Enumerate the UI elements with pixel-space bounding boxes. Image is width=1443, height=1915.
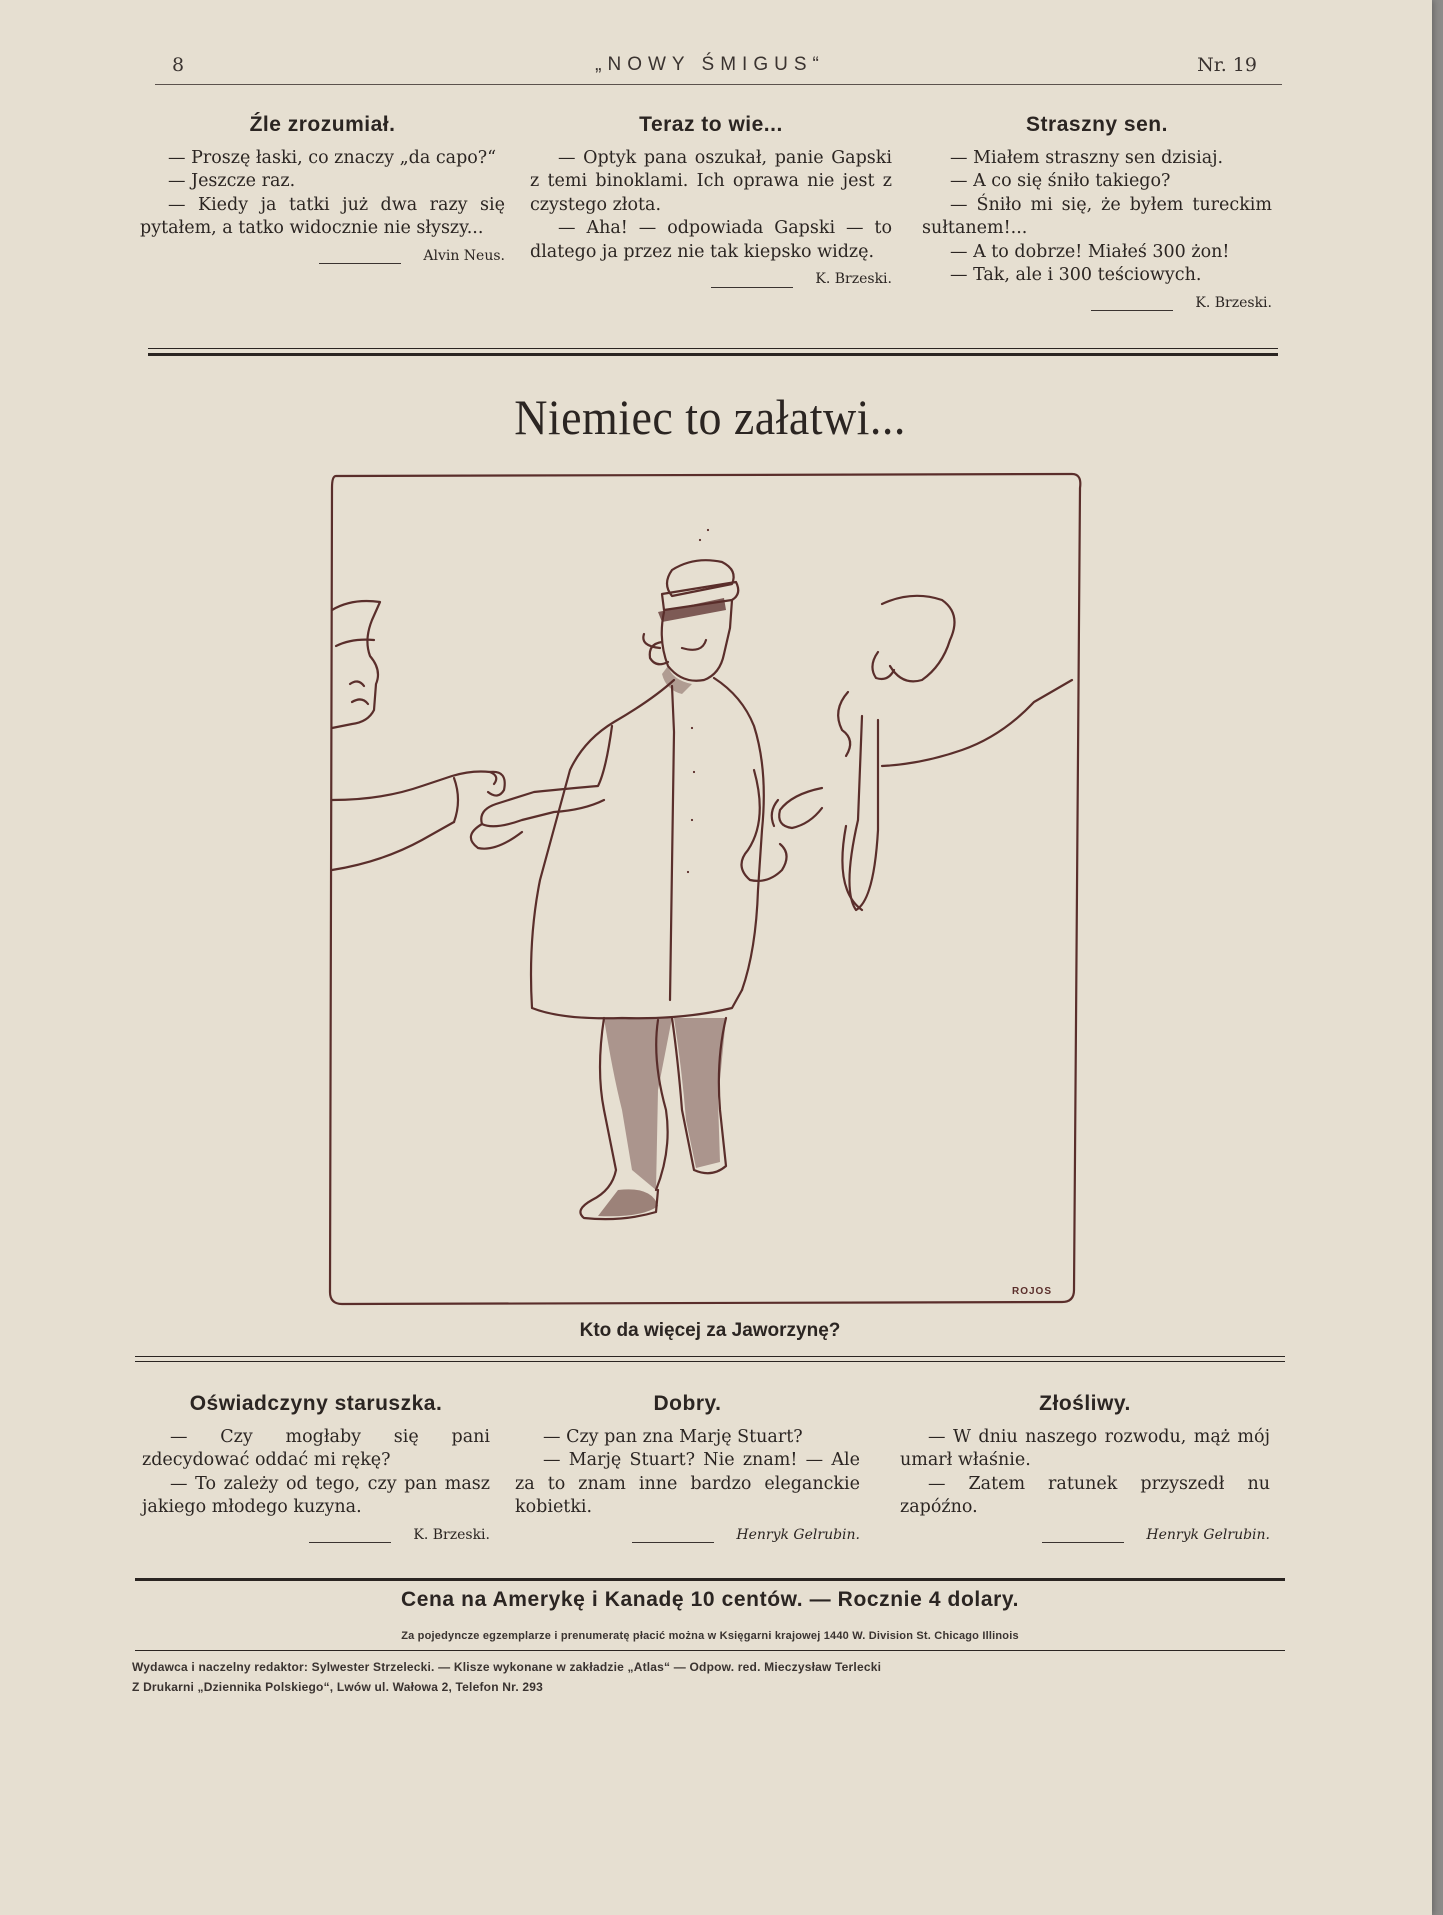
- footer-rule: [135, 1578, 1285, 1581]
- joke-dobry: [515, 1392, 860, 1547]
- joke-title: Źle zrozumiał.: [249, 113, 396, 136]
- joke-line: — Czy pan zna Marję Stuart?: [543, 1426, 803, 1447]
- section-rule: [135, 1356, 1285, 1357]
- joke-line: — Jeszcze raz.: [168, 171, 296, 191]
- printer-line: Z Drukarni „Dziennika Polskiego“, Lwów ul. Wałowa 2, Telefon Nr. 293: [132, 1680, 544, 1694]
- page-number: 8: [172, 54, 185, 76]
- joke-line: — Aha! — odpowiada Gapski — to dlatego ja przez nie tak kiepsko widzę.: [530, 218, 892, 262]
- joke-author: K. Brzeski.: [815, 271, 892, 287]
- joke-author: Alvin Neus.: [423, 247, 505, 264]
- subscription-line: Za pojedyncze egzemplarze i prenumeratę płacić można w Księgarni krajowej 1440 W. Division St. Chicago Illinois: [401, 1630, 1019, 1642]
- cartoon-illustration: [322, 470, 1087, 1310]
- joke-line: — Tak, ale i 300 teściowych.: [950, 265, 1202, 285]
- joke-author: Henryk Gelrubin.: [1146, 1526, 1270, 1543]
- joke-author: K. Brzeski.: [413, 1526, 490, 1543]
- section-rule: [135, 1361, 1285, 1362]
- joke-straszny-sen: [922, 113, 1272, 315]
- joke-line: — To zależy od tego, czy pan masz jakiego młodego kuzyna.: [142, 1473, 490, 1517]
- cartoon-frame: [330, 474, 1080, 1304]
- header-rule: [155, 84, 1282, 85]
- joke-title: Dobry.: [653, 1392, 722, 1415]
- joke-line: — A co się śniło takiego?: [950, 171, 1171, 191]
- section-rule-thick: [148, 353, 1278, 356]
- joke-line: — Zatem ratunek przyszedł nu zapóźno.: [900, 1473, 1270, 1517]
- artist-signature: ROJOS: [1012, 1286, 1053, 1297]
- joke-author: Henryk Gelrubin.: [736, 1526, 860, 1543]
- joke-author: K. Brzeski.: [1195, 294, 1272, 311]
- joke-line: — Miałem straszny sen dzisiaj.: [950, 147, 1224, 168]
- joke-line: — Marję Stuart? Nie znam! — Ale za to znam inne bardzo eleganckie kobietki.: [515, 1450, 860, 1517]
- editor-line: Wydawca i naczelny redaktor: Sylwester Strzelecki. — Klisze wykonane w zakładzie „Atlas“ — Odpow. red. Mieczysław Terlecki: [132, 1660, 882, 1674]
- joke-line: — W dniu naszego rozwodu, mąż mój umarł właśnie.: [900, 1426, 1270, 1470]
- masthead-title: „NOWY ŚMIGUS“: [595, 54, 825, 75]
- joke-line: — Proszę łaski, co znaczy „da capo?“: [168, 147, 497, 168]
- joke-zle-zrozumial: [140, 113, 505, 268]
- joke-teraz-to-wie: [530, 113, 892, 292]
- joke-line: — Czy mogłaby się pani zdecydować oddać mi rękę?: [142, 1426, 490, 1470]
- joke-title: Oświadczyny staruszka.: [189, 1392, 443, 1415]
- joke-oswiadczyny-staruszka: [142, 1392, 490, 1547]
- price-line: Cena na Amerykę i Kanadę 10 centów. — Rocznie 4 dolary.: [400, 1588, 1020, 1611]
- joke-line: — Kiedy ja tatki już dwa razy się pytałem, a tatko widocznie nie słyszy...: [140, 194, 505, 238]
- issue-number: Nr. 19: [1197, 54, 1257, 76]
- joke-title: Straszny sen.: [1026, 113, 1168, 136]
- footer-rule: [135, 1650, 1285, 1651]
- cartoon-caption: Kto da więcej za Jaworzynę?: [579, 1320, 841, 1341]
- joke-title: Złośliwy.: [1039, 1392, 1131, 1415]
- section-rule: [148, 348, 1278, 349]
- joke-zlosliwy: [900, 1392, 1270, 1547]
- joke-title: Teraz to wie...: [639, 113, 783, 136]
- joke-line: — Śniło mi się, że byłem tureckim sułtanem!...: [922, 194, 1272, 238]
- joke-line: — Optyk pana oszukał, panie Gapski z temi binoklami. Ich oprawa nie jest z czystego złota.: [530, 147, 892, 215]
- joke-line: — A to dobrze! Miałeś 300 żon!: [950, 241, 1230, 262]
- cartoon-title: Niemiec to załatwi...: [514, 389, 906, 445]
